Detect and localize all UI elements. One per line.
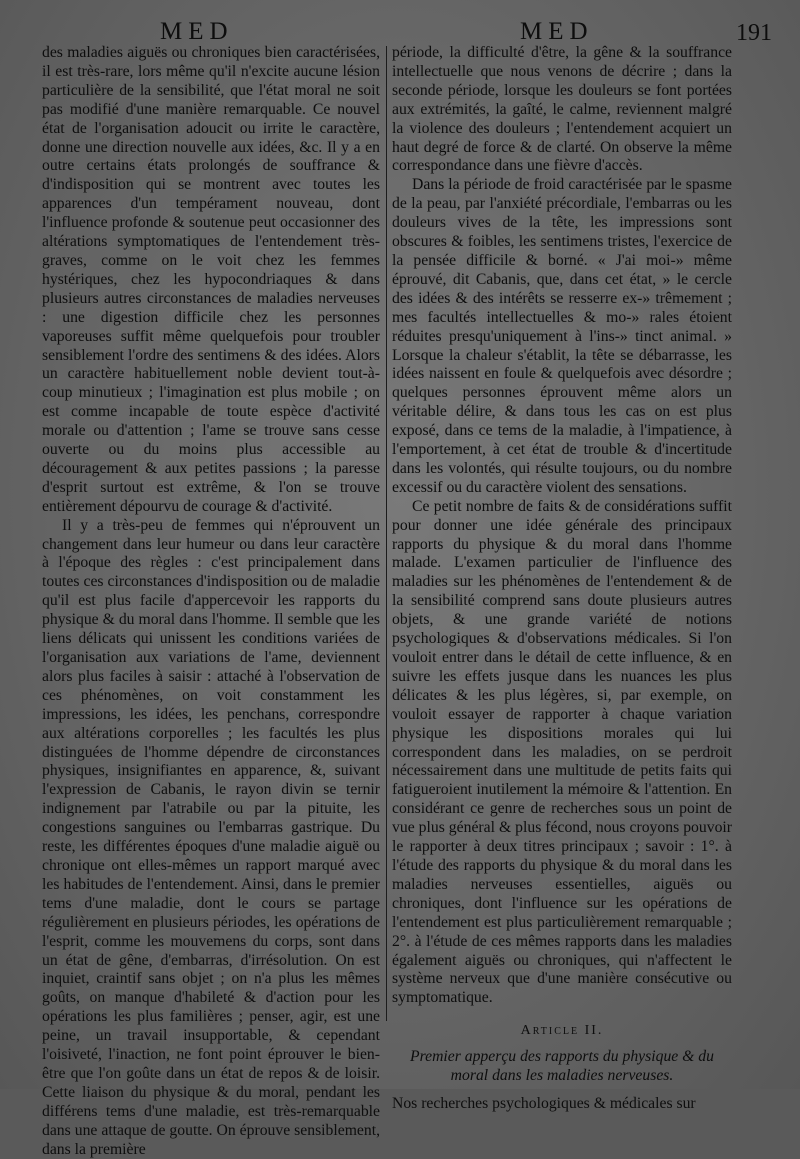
running-head-right: MED — [520, 18, 594, 45]
article-subtitle: Premier apperçu des rapports du physique & du moral dans les maladies nerveuses. — [410, 1048, 714, 1085]
left-column — [42, 44, 380, 1159]
right-paragraph-3: Ce petit nombre de faits & de considérations suffit pour donner une idée générale des principaux rapports du physique & du moral dans l'homme malade. L'examen particulier de l'influence des maladies sur les phénomènes de l'entendement & de la sensibilité comprend sans doute plusieurs autres objets, & une grande variété de notions psychologiques & d'observations médicales. Si l'on vouloit entrer dans le détail de cette influence, & en suivre les effets jusque dans les nuances les plus délicates & les plus légères, si, par exemple, on vouloit essayer de rapporter à chaque variation physique les dispositions morales qui lui correspondent dans les maladies, on se perdroit nécessairement dans une multitude de petits faits qui fatigueroient inutilement la mémoire & l'attention. En considérant ce genre de recherches sous un point de vue plus général & plus fécond, nous croyons pouvoir le rapporter à deux titres principaux ; savoir : 1°. à l'étude des rapports du physique & du moral dans les maladies nerveuses essentielles, aiguës ou chroniques, dont l'influence sur les opérations de l'entendement est plus particulièrement remarquable ; 2°. à l'étude de ces mêmes rapports dans les maladies également aiguës ou chroniques, qui n'affectent le système nerveux que d'une manière consécutive ou symptomatique. — [392, 497, 732, 1007]
left-paragraph-2: Il y a très-peu de femmes qui n'éprouvent un changement dans leur humeur ou dans leur caractère à l'époque des règles : c'est principalement dans toutes ces circonstances d'indisposition ou de maladie qu'il est plus facile d'appercevoir les rapports du physique & du moral dans l'homme. Il semble que les liens délicats qui unissent les conditions variées de l'organisation aux variations de l'ame, deviennent alors plus faciles à saisir : attaché à l'observation de ces phénomènes, on voit constamment les impressions, les idées, les penchans, correspondre aux altérations corporelles ; les facultés les plus distinguées de l'homme dépendre de circonstances physiques, insignifiantes en apparence, &, suivant l'expression de Cabanis, le rayon divin se ternir indignement par l'atrabile ou par la pituite, les congestions sanguines ou l'embarras gastrique. Du reste, les différentes époques d'une maladie aiguë ou chronique ont elles-mêmes un rapport marqué avec les habitudes de l'entendement. Ainsi, dans le premier tems d'une maladie, dont le cours se partage régulièrement en plusieurs périodes, les opérations de l'esprit, comme les mouvemens du corps, sont dans un état de gêne, d'embarras, d'irrésolution. On est inquiet, craintif sans objet ; on n'a plus les mêmes goûts, on manque d'habileté & d'action pour les opérations les plus familières ; penser, agir, est une peine, un travail insupportable, & cependant l'oisiveté, l'inaction, ne font point éprouver le bien-être que l'on goûte dans un état de repos & de loisir. Cette liaison du physique & du moral, pendant les différens tems d'une maladie, est très-remarquable dans une attaque de goutte. On éprouve sensiblement, dans la première — [42, 516, 380, 1158]
article-heading: Article II. — [520, 1023, 604, 1039]
page-number: 191 — [736, 20, 772, 46]
running-head-left: MED — [160, 18, 234, 45]
right-paragraph-1: période, la difficulté d'être, la gêne & la souffrance intellectuelle que nous venons de décrire ; dans la seconde période, lorsque les douleurs se font portées aux extrémités, la gaîté, le calme, reviennent malgré la violence des douleurs ; l'entendement acquiert un haut degré de force & de clarté. On observe la même correspondance dans une fièvre d'accès. — [392, 44, 732, 175]
right-column — [392, 44, 732, 1114]
right-last-line: Nos recherches psychologiques & médicales sur — [392, 1095, 696, 1113]
right-paragraph-2: Dans la période de froid caractérisée par le spasme de la peau, par l'anxiété précordiale, l'embarras ou les douleurs vives de la tête, les impressions sont obscures & foibles, les sentimens tristes, l'exercice de la pensée difficile & borné. « J'ai moi-» même éprouvé, dit Cabanis, que, dans cet état, » le cercle des idées & des intérêts se resserre ex-» trêmement ; mes facultés intellectuelles & mo-» rales étoient réduites presqu'uniquement à l'ins-» tinct animal. » Lorsque la chaleur s'établit, la tête se débarrasse, les idées naissent en foule & quelquefois avec désordre ; quelques personnes éprouvent même alors un véritable délire, & dans tous les cas on est plus exposé, dans ce tems de la maladie, à l'impatience, à l'emportement, à cet état de trouble & d'incertitude dans les volontés, qui résulte toujours, ou du nombre excessif ou du caractère violent des sensations. — [392, 176, 732, 496]
left-paragraph-1: des maladies aiguës ou chroniques bien caractérisées, il est très-rare, lors même qu'il n'excite aucune lésion particulière de la sensibilité, que l'état moral ne soit pas modifié d'une manière remarquable. Ce nouvel état de l'organisation adoucit ou irrite le caractère, donne une direction nouvelle aux idées, &c. Il y a en outre certains états prolongés de souffrance & d'indisposition qui se montrent avec toutes les apparences d'un tempérament nouveau, dont l'influence profonde & soutenue peut occasionner des altérations symptomatiques de l'entendement très-graves, comme on le voit chez les femmes hystériques, chez les hypocondriaques & dans plusieurs autres circonstances de maladies nerveuses : une digestion difficile chez les personnes vaporeuses suffit même quelquefois pour troubler sensiblement l'ordre des sentimens & des idées. Alors un caractère habituellement noble devient tout-à-coup minutieux ; l'imagination est plus mobile ; on est comme incapable de toute espèce d'activité morale ou d'attention ; l'ame se trouve sans cesse ouverte ou du moins plus accessible au découragement & aux petites passions ; la paresse d'esprit surtout est extrême, & l'on se trouve entièrement dépourvu de courage & d'activité. — [42, 44, 380, 515]
column-divider — [386, 46, 387, 1021]
